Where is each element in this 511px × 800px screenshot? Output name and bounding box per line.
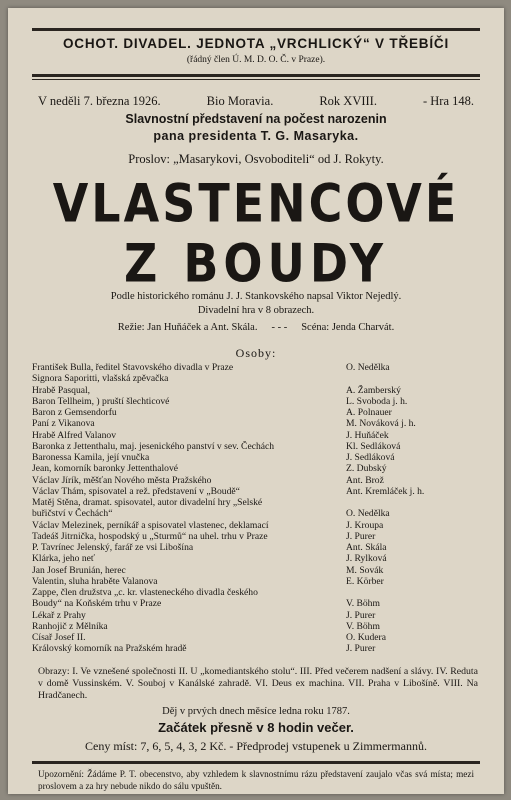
cast-list <box>32 362 480 655</box>
cast-role: Václav Jírík, měšťan Nového města Pražského <box>32 474 212 486</box>
cast-actor: Ant. Skála <box>346 542 387 553</box>
cast-actor: V. Böhm <box>346 598 380 610</box>
play-title-line-2: Z BOUDY <box>123 231 389 295</box>
cast-actor: A. Žamberský <box>346 384 401 396</box>
cast-role: Baron Tellheim, ) pruští šlechticové <box>32 395 170 407</box>
header-rule-thin <box>32 79 480 80</box>
cast-role: František Bulla, ředitel Stavovského divadla v Praze <box>32 362 234 373</box>
cast-role: Paní z Vikanova <box>32 418 95 430</box>
play-title-line-1: VLASTENCOVÉ <box>52 171 460 235</box>
cast-actor <box>332 497 480 508</box>
cast-role: Matěj Stěna, dramat. spisovatel, autor divadelní hry „Selské <box>32 497 263 508</box>
cast-row <box>32 430 480 441</box>
cast-row <box>32 463 480 474</box>
organization-name: OCHOT. DIVADEL. JEDNOTA „VRCHLICKÝ“ V TŘEBÍČI <box>62 36 450 51</box>
ticket-prices: Ceny míst: 7, 6, 5, 4, 3, 2 Kč. - Předprodej vstupenek u Zimmermannů. <box>85 739 427 753</box>
cast-actor: M. Sovák <box>346 564 384 576</box>
performance-date: V neděli 7. března 1926. <box>38 94 161 108</box>
cast-row <box>32 497 480 508</box>
cast-role: Císař Josef II. <box>32 632 86 643</box>
cast-role: Jean, komorník baronky Jettenthalové <box>32 463 179 475</box>
festive-line-1: Slavnostní představení na počest narozenin <box>125 112 387 126</box>
cast-actor: O. Kudera <box>346 632 386 643</box>
cast-role: Hrabě Alfred Valanov <box>32 429 117 441</box>
cast-row <box>32 441 480 452</box>
cast-role: Lékař z Prahy <box>32 609 86 621</box>
cast-role: Baronessa Kamila, její vnučka <box>32 452 150 463</box>
cast-role: Jan Josef Brunián, herec <box>32 564 126 576</box>
cast-actor: J. Kroupa <box>346 519 384 531</box>
season-year: Rok XVIII. <box>319 94 377 108</box>
speech-line: Proslov: „Masarykovi, Osvoboditeli“ od J. Rokyty. <box>128 152 384 166</box>
cast-row <box>32 632 480 643</box>
cast-role: Ranhojič z Mělníka <box>32 620 108 632</box>
cast-row <box>32 418 480 429</box>
cast-role: P. Tavrínec Jelenský, farář ze vsi Libošína <box>32 542 194 553</box>
venue: Bio Moravia. <box>206 94 274 108</box>
cast-role: buřičství v Čechách“ <box>32 508 113 520</box>
cast-actor: Ant. Brož <box>346 474 384 486</box>
cast-row <box>32 542 480 553</box>
cast-row <box>32 587 480 598</box>
play-number: - Hra 148. <box>422 94 474 108</box>
start-time: Začátek přesně v 8 hodin večer. <box>158 720 354 735</box>
cast-row <box>32 452 480 463</box>
novel-credit: Podle historického románu J. J. Stankovského napsal Viktor Nejedlý. <box>110 291 402 302</box>
header-rule <box>32 74 480 77</box>
cast-role: Baron z Gemsendorfu <box>32 407 117 418</box>
date-line <box>38 94 474 109</box>
cast-role: Václav Thám, spisovatel a rež. představení v „Boudě“ <box>32 485 240 497</box>
cast-role: Baronka z Jettenthalu, maj. jesenického panství v sev. Čechách <box>32 440 275 452</box>
cast-role: Valentin, sluha hraběte Valanova <box>32 575 158 587</box>
cast-row <box>32 610 480 621</box>
cast-row <box>32 362 480 373</box>
cast-actor: O. Nedělka <box>346 362 390 373</box>
cast-actor: O. Nedělka <box>346 508 390 520</box>
cast-role: Hrabě Pasqual, <box>32 384 91 396</box>
cast-role: Václav Melezinek, perníkář a spisovatel vlastenec, deklamací <box>32 519 269 531</box>
staff-credits <box>8 322 504 333</box>
drama-type: Divadelní hra v 8 obrazech. <box>197 305 315 316</box>
cast-row <box>32 531 480 542</box>
cast-actor: J. Rylková <box>346 553 387 565</box>
cast-row <box>32 486 480 497</box>
notice-rule <box>32 761 480 764</box>
cast-row <box>32 385 480 396</box>
cast-row <box>32 643 480 654</box>
cast-actor: J. Huňáček <box>346 429 389 441</box>
cast-row <box>32 565 480 576</box>
cast-actor: J. Purer <box>346 609 376 621</box>
scene-list: Obrazy: I. Ve vznešené společnosti II. U „komediantského stolu“. III. Před večerem nadšení a slávy. IV. Reduta v domě Vussinském. V. Souboj v Kanálské zahradě. VI. Deus ex machina. VII. Praha v Libošíně. VIII. Na Hradčanech. <box>38 666 478 701</box>
cast-row <box>32 520 480 531</box>
cast-actor: V. Böhm <box>346 620 380 632</box>
cast-heading: Osoby: <box>235 346 277 360</box>
cast-row <box>32 407 480 418</box>
cast-role: Boudy“ na Koňském trhu v Praze <box>32 598 162 610</box>
cast-actor: Z. Dubský <box>346 463 387 475</box>
cast-actor: E. Körber <box>346 575 384 587</box>
playbill-sheet <box>8 8 504 794</box>
cast-row <box>32 621 480 632</box>
direction-credit: Režie: Jan Huňáček a Ant. Skála. <box>117 322 258 333</box>
festive-line-2: pana presidenta T. G. Masaryka. <box>153 129 359 143</box>
credit-separator: - - - <box>271 322 288 333</box>
cast-role: Tadeáš Jitrnička, hospodský u „Sturmů“ na uhel. trhu v Praze <box>32 530 268 542</box>
scene-credit: Scéna: Jenda Charvát. <box>301 322 395 333</box>
cast-actor: L. Svoboda j. h. <box>346 395 408 407</box>
cast-actor: M. Nováková j. h. <box>346 418 416 430</box>
cast-role: Signora Saporitti, vlašská zpěvačka <box>32 373 169 385</box>
cast-role: Královský komorník na Pražském hradě <box>32 643 187 655</box>
cast-row <box>32 475 480 486</box>
cast-row <box>32 373 480 384</box>
cast-actor: Ant. Kremláček j. h. <box>346 485 425 497</box>
cast-actor <box>332 373 480 384</box>
cast-row <box>32 553 480 564</box>
notice-text: Upozornění: Žádáme P. T. obecenstvo, aby vzhledem k slavnostnímu rázu představení zaujalo včas svá místa; mezi proslovem a za hry nebude nikdo do sálu vpuštěn. <box>38 769 474 791</box>
setting-line: Děj v prvých dnech měsíce ledna roku 1787. <box>162 706 350 717</box>
cast-actor <box>332 587 480 598</box>
cast-actor: J. Sedláková <box>346 452 395 463</box>
cast-row <box>32 598 480 609</box>
cast-actor: A. Polnauer <box>346 407 392 418</box>
cast-actor: Kl. Sedláková <box>346 440 401 452</box>
cast-actor: J. Purer <box>346 530 376 542</box>
top-rule <box>32 28 480 31</box>
cast-role: Klárka, jeho neť <box>32 553 95 565</box>
cast-role: Zappe, člen družstva „c. kr. vlasteneckého divadla českého <box>32 587 258 598</box>
cast-row <box>32 396 480 407</box>
cast-row <box>32 508 480 519</box>
membership-note: (řádný člen Ú. M. D. O. Č. v Praze). <box>186 55 326 65</box>
cast-actor: J. Purer <box>346 643 376 655</box>
cast-row <box>32 576 480 587</box>
